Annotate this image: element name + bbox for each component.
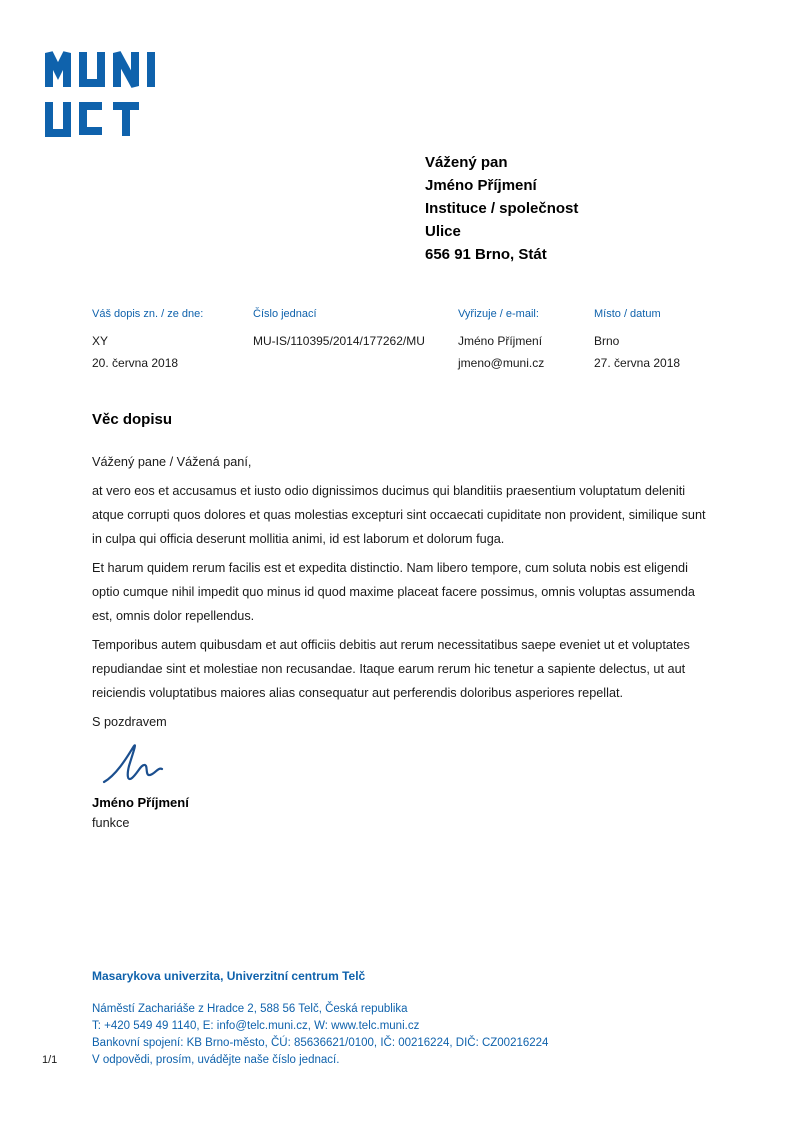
muni-uct-logo-icon	[45, 50, 157, 138]
footer-bank-info: Bankovní spojení: KB Brno-město, ČÚ: 85636621/0100, IČ: 00216224, DIČ: CZ00216224	[92, 1037, 549, 1049]
recipient-line: Ulice	[425, 223, 461, 240]
recipient-line: Vážený pan	[425, 154, 508, 171]
meta-your-ref	[92, 308, 253, 374]
meta-place-date	[594, 308, 732, 374]
meta-label: Váš dopis zn. / ze dne:	[92, 308, 204, 320]
meta-value: 27. června 2018	[594, 356, 681, 370]
body-paragraph: at vero eos et accusamus et iusto odio dignissimos ducimus qui blanditiis praesentium voluptatum deleniti atque corrupti quos dolores et quas molestias excepturi sint occaecati cupiditate non provident, similique sunt in culpa qui officia deserunt mollitia animi, id est laborum et dolorum fuga.	[92, 484, 706, 546]
recipient-line: Instituce / společnost	[425, 200, 579, 217]
meta-value: jmeno@muni.cz	[458, 356, 545, 370]
meta-label: Číslo jednací	[253, 308, 317, 320]
signer-role: funkce	[92, 816, 130, 830]
meta-value: XY	[92, 334, 109, 348]
footer-organization: Masarykova univerzita, Univerzitní centrum Telč	[92, 969, 366, 983]
closing-phrase: S pozdravem	[92, 715, 167, 729]
signer-name: Jméno Příjmení	[92, 795, 189, 810]
body-paragraph: Temporibus autem quibusdam et aut officiis debitis aut rerum necessitatibus saepe eveniet ut et voluptates repudiandae sint et molestiae non recusandae. Itaque earum rerum hic tenetur a sapiente delectus, ut aut reiciendis voluptatibus maiores alias consequatur aut perferendis doloribus asperiores repellat.	[92, 638, 690, 700]
meta-reference-number	[253, 308, 458, 374]
meta-value: MU-IS/110395/2014/177262/MU	[253, 334, 425, 348]
body-paragraph: Et harum quidem rerum facilis est et expedita distinctio. Nam libero tempore, cum soluta nobis est eligendi optio cumque nihil impedit quo minus id quod maxime placeat facere possimus, omnis voluptas assumenda est, omnis dolor repellendus.	[92, 561, 695, 623]
reference-meta-row	[92, 308, 732, 374]
page-number: 1/1	[42, 1054, 58, 1066]
meta-label: Místo / datum	[594, 308, 661, 320]
muni-logo	[45, 50, 157, 138]
handwritten-signature-icon	[100, 742, 196, 788]
footer-reply-note: V odpovědi, prosím, uvádějte naše číslo jednací.	[92, 1054, 340, 1066]
meta-value: 20. června 2018	[92, 356, 179, 370]
letter-body	[92, 450, 714, 834]
meta-value: Jméno Příjmení	[458, 334, 543, 348]
recipient-line: Jméno Příjmení	[425, 177, 537, 194]
letter-subject: Věc dopisu	[92, 411, 173, 428]
recipient-address	[425, 151, 578, 266]
footer-address: Náměstí Zachariáše z Hradce 2, 588 56 Telč, Česká republika	[92, 1003, 408, 1015]
recipient-line: 656 91 Brno, Stát	[425, 246, 547, 263]
footer-contacts: T: +420 549 49 1140, E: info@telc.muni.cz, W: www.telc.muni.cz	[92, 1020, 420, 1032]
letter-footer	[92, 969, 742, 1069]
salutation: Vážený pane / Vážená paní,	[92, 455, 252, 469]
signature-image	[92, 739, 714, 792]
meta-label: Vyřizuje / e-mail:	[458, 308, 539, 320]
meta-value: Brno	[594, 334, 620, 348]
meta-handled-by	[458, 308, 594, 374]
